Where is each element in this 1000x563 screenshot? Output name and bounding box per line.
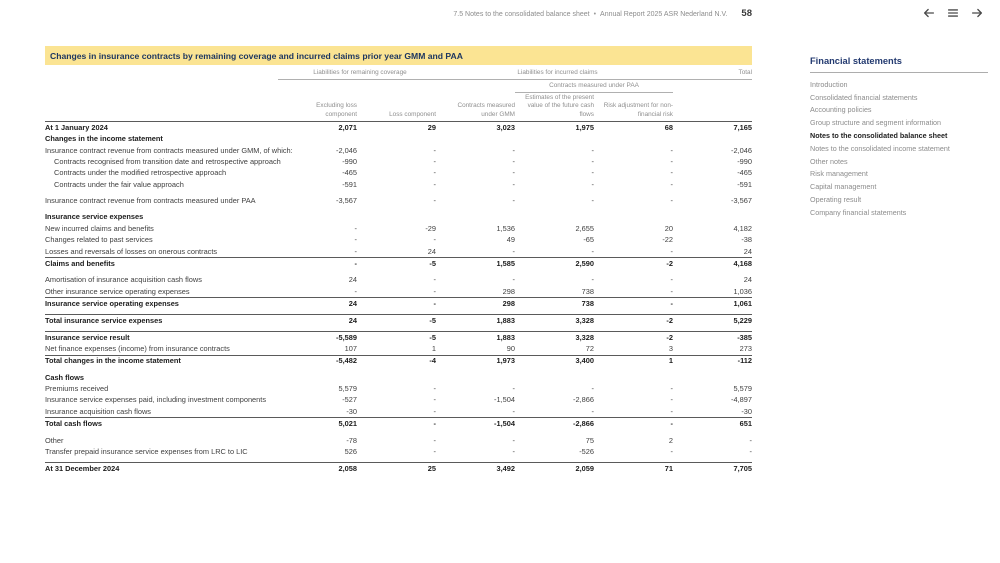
row-label: Other insurance service operating expenses bbox=[45, 286, 190, 296]
value-cell bbox=[357, 372, 436, 383]
value-cell: - bbox=[591, 179, 594, 189]
sidebar-item[interactable]: Other notes bbox=[810, 156, 848, 166]
table-title: Changes in insurance contracts by remaining coverage and incurred claims prior year GMM and PAA bbox=[45, 46, 752, 65]
table-row bbox=[45, 298, 752, 310]
value-cell: - bbox=[512, 179, 515, 189]
table-body bbox=[45, 122, 752, 475]
value-cell: - bbox=[433, 384, 436, 394]
value-cell: 24 bbox=[278, 298, 357, 310]
value-cell: -30 bbox=[346, 406, 357, 416]
value-cell: 2 bbox=[668, 435, 673, 445]
value-cell: 1 bbox=[431, 344, 436, 354]
header-empty bbox=[45, 68, 278, 80]
value-cell: -591 bbox=[737, 179, 752, 189]
table-row bbox=[45, 286, 752, 298]
value-cell: - bbox=[512, 157, 515, 167]
previous-page-button[interactable] bbox=[921, 5, 936, 20]
sidebar-item[interactable]: Accounting policies bbox=[810, 105, 872, 115]
table-row bbox=[45, 462, 752, 474]
value-cell: 5,229 bbox=[673, 315, 752, 327]
value-cell: -1,504 bbox=[494, 395, 515, 405]
next-page-button[interactable] bbox=[969, 5, 984, 20]
value-cell: - bbox=[670, 275, 673, 285]
row-label: Insurance service operating expenses bbox=[45, 298, 278, 310]
value-cell: - bbox=[591, 168, 594, 178]
value-cell: -30 bbox=[741, 406, 752, 416]
column-group-remaining-coverage: Liabilities for remaining coverage bbox=[278, 68, 436, 80]
value-cell: 651 bbox=[673, 418, 752, 430]
table-row bbox=[45, 395, 752, 406]
value-cell: - bbox=[433, 235, 436, 245]
row-label: Amortisation of insurance acquisition cash flows bbox=[45, 275, 202, 285]
row-label: Contracts recognised from transition date and retrospective approach bbox=[54, 157, 281, 167]
value-cell: - bbox=[670, 145, 673, 155]
value-cell: - bbox=[591, 275, 594, 285]
table-row bbox=[45, 122, 752, 134]
value-cell: - bbox=[670, 157, 673, 167]
breadcrumb-section: 7.5 Notes to the consolidated balance sheet bbox=[453, 11, 590, 18]
value-cell: - bbox=[512, 446, 515, 456]
value-cell: -1,504 bbox=[436, 418, 515, 430]
value-cell: 4,168 bbox=[673, 258, 752, 270]
value-cell: -3,567 bbox=[731, 196, 752, 206]
report-breadcrumb bbox=[453, 8, 752, 19]
value-cell: 7,165 bbox=[673, 122, 752, 134]
sidebar bbox=[810, 56, 988, 219]
value-cell: -78 bbox=[346, 435, 357, 445]
row-label: Total insurance service expenses bbox=[45, 315, 278, 327]
column-group-paa: Contracts measured under PAA bbox=[515, 79, 673, 92]
value-cell: 5,579 bbox=[338, 384, 357, 394]
row-label: Transfer prepaid insurance service expenses from LRC to LIC bbox=[45, 446, 248, 456]
value-cell: - bbox=[591, 196, 594, 206]
table-row bbox=[45, 446, 752, 457]
value-cell bbox=[673, 372, 752, 383]
row-label: Claims and benefits bbox=[45, 258, 278, 270]
value-cell: - bbox=[357, 298, 436, 310]
value-cell: - bbox=[670, 168, 673, 178]
value-cell bbox=[357, 212, 436, 223]
page-number: 58 bbox=[741, 8, 752, 19]
value-cell: - bbox=[433, 196, 436, 206]
value-cell: - bbox=[433, 145, 436, 155]
value-cell: - bbox=[354, 235, 357, 245]
sidebar-item[interactable]: Capital management bbox=[810, 182, 877, 192]
value-cell bbox=[436, 372, 515, 383]
viewer-nav bbox=[921, 5, 984, 20]
table-row bbox=[45, 331, 752, 343]
value-cell: -2,046 bbox=[336, 145, 357, 155]
value-cell: 2,058 bbox=[278, 462, 357, 474]
value-cell: - bbox=[433, 406, 436, 416]
value-cell: 24 bbox=[743, 246, 752, 256]
value-cell: - bbox=[591, 246, 594, 256]
row-label: Net finance expenses (income) from insurance contracts bbox=[45, 344, 230, 354]
value-cell: 5,021 bbox=[278, 418, 357, 430]
value-cell: 298 bbox=[436, 298, 515, 310]
value-cell: -22 bbox=[662, 235, 673, 245]
value-cell: 2,059 bbox=[515, 462, 594, 474]
value-cell: 1,061 bbox=[673, 298, 752, 310]
value-cell: -2,866 bbox=[573, 395, 594, 405]
row-label: Insurance service expenses paid, including investment components bbox=[45, 395, 267, 405]
value-cell: - bbox=[670, 406, 673, 416]
row-label: Insurance acquisition cash flows bbox=[45, 406, 151, 416]
value-cell: 72 bbox=[585, 344, 594, 354]
value-cell: 3 bbox=[668, 344, 673, 354]
value-cell: -385 bbox=[673, 331, 752, 343]
value-cell: 24 bbox=[278, 315, 357, 327]
value-cell: - bbox=[670, 286, 673, 296]
row-label: Contracts under the fair value approach bbox=[54, 179, 184, 189]
row-label: Insurance contract revenue from contracts measured under GMM, of which: bbox=[45, 145, 293, 155]
sidebar-item[interactable]: Risk management bbox=[810, 169, 868, 179]
value-cell bbox=[278, 212, 357, 223]
value-cell: -2,046 bbox=[731, 145, 752, 155]
value-cell: - bbox=[670, 246, 673, 256]
value-cell: 90 bbox=[506, 344, 515, 354]
value-cell: - bbox=[357, 418, 436, 430]
value-cell: - bbox=[433, 286, 436, 296]
value-cell: 7,705 bbox=[673, 462, 752, 474]
value-cell: 25 bbox=[357, 462, 436, 474]
value-cell bbox=[357, 134, 436, 145]
menu-button[interactable] bbox=[945, 5, 960, 20]
main-content bbox=[45, 46, 752, 474]
value-cell: -5,589 bbox=[278, 331, 357, 343]
sidebar-title: Financial statements bbox=[810, 56, 902, 66]
menu-icon bbox=[946, 6, 960, 20]
report-title: Annual Report 2025 ASR Nederland N.V. bbox=[600, 11, 728, 18]
value-cell: 1,536 bbox=[496, 223, 515, 233]
value-cell: 24 bbox=[427, 246, 436, 256]
value-cell: - bbox=[354, 286, 357, 296]
value-cell: - bbox=[591, 145, 594, 155]
value-cell: -3,567 bbox=[336, 196, 357, 206]
value-cell: - bbox=[594, 418, 673, 430]
column-header-risk-adjustment: Risk adjustment for non-financial risk bbox=[603, 102, 673, 118]
value-cell: 3,328 bbox=[515, 331, 594, 343]
row-label: Losses and reversals of losses on onerous contracts bbox=[45, 246, 218, 256]
table-row bbox=[45, 246, 752, 258]
row-label: Changes related to past services bbox=[45, 235, 153, 245]
table-row bbox=[45, 383, 752, 394]
value-cell: 1,036 bbox=[733, 286, 752, 296]
value-cell: - bbox=[512, 406, 515, 416]
column-header-loss-component: Loss component bbox=[389, 110, 436, 118]
value-cell: -38 bbox=[741, 235, 752, 245]
value-cell: - bbox=[512, 196, 515, 206]
value-cell: -591 bbox=[342, 179, 357, 189]
table-row bbox=[45, 145, 752, 156]
value-cell: 2,590 bbox=[515, 258, 594, 270]
value-cell: - bbox=[670, 179, 673, 189]
value-cell: 738 bbox=[515, 298, 594, 310]
value-cell: - bbox=[591, 384, 594, 394]
row-label: At 1 January 2024 bbox=[45, 122, 278, 134]
value-cell: - bbox=[591, 157, 594, 167]
value-cell: 3,023 bbox=[436, 122, 515, 134]
table-row bbox=[45, 195, 752, 206]
value-cell: 49 bbox=[506, 235, 515, 245]
value-cell: - bbox=[670, 395, 673, 405]
value-cell: -29 bbox=[425, 223, 436, 233]
value-cell bbox=[594, 134, 673, 145]
row-label: Cash flows bbox=[45, 372, 85, 382]
row-label: Contracts under the modified retrospective approach bbox=[54, 168, 227, 178]
value-cell: -2,866 bbox=[515, 418, 594, 430]
value-cell bbox=[594, 372, 673, 383]
value-cell: - bbox=[433, 275, 436, 285]
value-cell: 71 bbox=[594, 462, 673, 474]
value-cell: 2,655 bbox=[575, 223, 594, 233]
arrow-left-icon bbox=[922, 6, 936, 20]
column-group-incurred-claims: Liabilities for incurred claims bbox=[436, 68, 673, 80]
value-cell: -112 bbox=[673, 355, 752, 367]
value-cell: -5,482 bbox=[278, 355, 357, 367]
value-cell: 20 bbox=[664, 223, 673, 233]
value-cell: 1 bbox=[594, 355, 673, 367]
value-cell: -527 bbox=[342, 395, 357, 405]
value-cell: - bbox=[433, 435, 436, 445]
value-cell: 298 bbox=[502, 286, 515, 296]
value-cell bbox=[436, 134, 515, 145]
insurance-contracts-table bbox=[45, 68, 752, 475]
value-cell: 273 bbox=[739, 344, 752, 354]
arrow-right-icon bbox=[970, 6, 984, 20]
column-header-estimates: Estimates of the present value of the future cash flows bbox=[525, 94, 594, 118]
value-cell: - bbox=[512, 246, 515, 256]
value-cell: 75 bbox=[585, 435, 594, 445]
value-cell: 1,975 bbox=[515, 122, 594, 134]
value-cell: 24 bbox=[743, 275, 752, 285]
value-cell: -990 bbox=[342, 157, 357, 167]
value-cell: - bbox=[749, 446, 752, 456]
sidebar-item[interactable]: Introduction bbox=[810, 79, 848, 89]
sidebar-item[interactable]: Operating result bbox=[810, 194, 862, 204]
value-cell bbox=[436, 212, 515, 223]
table-row bbox=[45, 234, 752, 245]
value-cell: 68 bbox=[594, 122, 673, 134]
value-cell: - bbox=[354, 246, 357, 256]
row-label: Insurance contract revenue from contracts measured under PAA bbox=[45, 196, 256, 206]
table-row bbox=[45, 274, 752, 285]
value-cell: 3,400 bbox=[515, 355, 594, 367]
value-cell: -5 bbox=[357, 331, 436, 343]
value-cell: - bbox=[512, 275, 515, 285]
value-cell: - bbox=[670, 384, 673, 394]
table-row bbox=[45, 258, 752, 270]
value-cell: - bbox=[591, 406, 594, 416]
value-cell: -526 bbox=[579, 446, 594, 456]
row-label: Insurance service result bbox=[45, 331, 278, 343]
table-row bbox=[45, 223, 752, 234]
value-cell bbox=[594, 212, 673, 223]
value-cell: 4,182 bbox=[733, 223, 752, 233]
sidebar-item[interactable]: Consolidated financial statements bbox=[810, 92, 918, 102]
sidebar-item[interactable]: Group structure and segment information bbox=[810, 118, 942, 128]
value-cell bbox=[278, 372, 357, 383]
value-cell: - bbox=[278, 258, 357, 270]
value-cell: -4,897 bbox=[731, 395, 752, 405]
value-cell: 3,328 bbox=[515, 315, 594, 327]
value-cell bbox=[673, 212, 752, 223]
row-label: Insurance service expenses bbox=[45, 212, 144, 222]
value-cell: -2 bbox=[594, 258, 673, 270]
value-cell: - bbox=[433, 179, 436, 189]
table-row bbox=[45, 355, 752, 367]
value-cell: - bbox=[512, 384, 515, 394]
value-cell: 526 bbox=[344, 446, 357, 456]
column-header-total: Total bbox=[673, 68, 752, 80]
value-cell: -5 bbox=[357, 315, 436, 327]
value-cell: -5 bbox=[357, 258, 436, 270]
value-cell: 2,071 bbox=[278, 122, 357, 134]
value-cell: -465 bbox=[737, 168, 752, 178]
row-label: Total cash flows bbox=[45, 418, 278, 430]
row-label: Total changes in the income statement bbox=[45, 355, 278, 367]
value-cell: - bbox=[433, 446, 436, 456]
value-cell: 1,883 bbox=[436, 331, 515, 343]
sidebar-list bbox=[810, 78, 988, 219]
value-cell: - bbox=[512, 145, 515, 155]
value-cell bbox=[278, 134, 357, 145]
value-cell: - bbox=[512, 168, 515, 178]
value-cell: 1,585 bbox=[436, 258, 515, 270]
value-cell: -4 bbox=[357, 355, 436, 367]
value-cell: - bbox=[512, 435, 515, 445]
row-label: Premiums received bbox=[45, 384, 109, 394]
value-cell: 5,579 bbox=[733, 384, 752, 394]
row-label: At 31 December 2024 bbox=[45, 462, 278, 474]
table-row bbox=[45, 418, 752, 430]
value-cell: 1,883 bbox=[436, 315, 515, 327]
value-cell: - bbox=[433, 168, 436, 178]
value-cell: - bbox=[670, 446, 673, 456]
value-cell: 1,973 bbox=[436, 355, 515, 367]
value-cell: 107 bbox=[344, 344, 357, 354]
value-cell bbox=[515, 212, 594, 223]
value-cell: 738 bbox=[581, 286, 594, 296]
sidebar-item[interactable]: Company financial statements bbox=[810, 207, 907, 217]
row-label: Other bbox=[45, 435, 64, 445]
table-row bbox=[45, 372, 752, 383]
breadcrumb-separator: • bbox=[593, 11, 597, 18]
value-cell: -2 bbox=[594, 331, 673, 343]
value-cell bbox=[673, 134, 752, 145]
value-cell bbox=[515, 134, 594, 145]
value-cell: - bbox=[433, 395, 436, 405]
sidebar-item[interactable]: Notes to the consolidated income statement bbox=[810, 143, 950, 153]
table-row bbox=[45, 315, 752, 327]
table-row bbox=[45, 168, 752, 179]
row-label: Changes in the income statement bbox=[45, 134, 163, 144]
value-cell: - bbox=[670, 196, 673, 206]
value-cell: - bbox=[354, 223, 357, 233]
table-row bbox=[45, 156, 752, 167]
table-row bbox=[45, 406, 752, 418]
table-row bbox=[45, 179, 752, 190]
value-cell: -2 bbox=[594, 315, 673, 327]
row-label: New incurred claims and benefits bbox=[45, 223, 154, 233]
value-cell: - bbox=[749, 435, 752, 445]
table-row bbox=[45, 435, 752, 446]
value-cell: -465 bbox=[342, 168, 357, 178]
sidebar-item[interactable]: Notes to the consolidated balance sheet bbox=[810, 131, 948, 141]
column-header-excluding-loss: Excluding loss component bbox=[316, 102, 357, 118]
value-cell: 3,492 bbox=[436, 462, 515, 474]
table-row bbox=[45, 212, 752, 223]
column-header-gmm: Contracts measured under GMM bbox=[457, 102, 515, 118]
value-cell: 24 bbox=[348, 275, 357, 285]
table-row bbox=[45, 134, 752, 145]
value-cell: - bbox=[433, 157, 436, 167]
sidebar-divider bbox=[810, 72, 988, 73]
value-cell: -65 bbox=[583, 235, 594, 245]
value-cell bbox=[515, 372, 594, 383]
value-cell: 29 bbox=[357, 122, 436, 134]
table-row bbox=[45, 343, 752, 355]
value-cell: -990 bbox=[737, 157, 752, 167]
value-cell: - bbox=[594, 298, 673, 310]
